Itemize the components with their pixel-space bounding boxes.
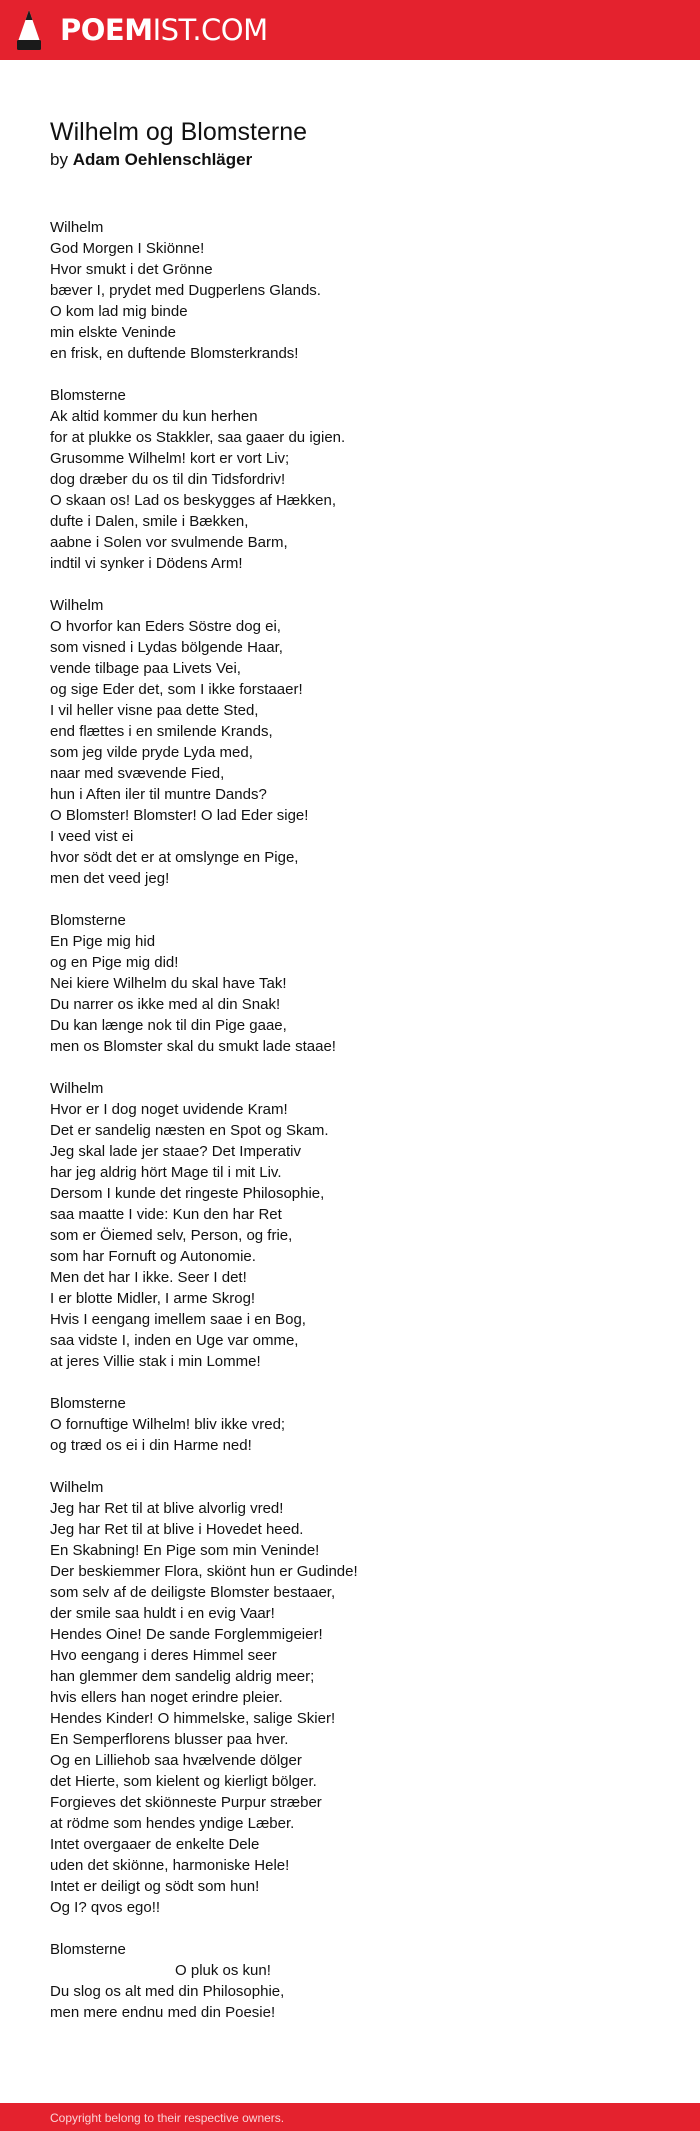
poem-line: min elskte Veninde xyxy=(50,324,176,341)
speaker-name: Wilhelm xyxy=(50,1479,104,1496)
poem-line: Hvor er I dog noget uvidende Kram! xyxy=(50,1101,288,1118)
poem-line: end flættes i en smilende Krands, xyxy=(50,723,273,740)
copyright-notice: Copyright belong to their respective owners. xyxy=(50,2111,285,2125)
poem-line: at jeres Villie stak i min Lomme! xyxy=(50,1353,261,1370)
poem-line: En Skabning! En Pige som min Veninde! xyxy=(50,1542,320,1559)
pencil-tip-icon xyxy=(14,9,44,51)
site-logo-text: POEMIST.COM xyxy=(60,13,268,47)
poem-line: hvor södt det er at omslynge en Pige, xyxy=(50,849,299,866)
poem-line: Men det har I ikke. Seer I det! xyxy=(50,1269,247,1286)
poem-line: indtil vi synker i Dödens Arm! xyxy=(50,555,243,572)
poem-line: Hvor smukt i det Grönne xyxy=(50,261,213,278)
poem-stanza xyxy=(50,1078,670,1372)
poem-line: Jeg har Ret til at blive i Hovedet heed. xyxy=(50,1521,304,1538)
poem-line: der smile saa huldt i en evig Vaar! xyxy=(50,1605,275,1622)
poem-line: saa maatte I vide: Kun den har Ret xyxy=(50,1206,282,1223)
poem-line: O fornuftige Wilhelm! bliv ikke vred; xyxy=(50,1416,286,1433)
poem-line: naar med svævende Fied, xyxy=(50,765,225,782)
poem-line: som er Öiemed selv, Person, og frie, xyxy=(50,1227,293,1244)
poem-line: Du slog os alt med din Philosophie, xyxy=(50,1983,285,2000)
poem-line: saa vidste I, inden en Uge var omme, xyxy=(50,1332,299,1349)
poem-stanza xyxy=(50,217,670,364)
poem-line: som jeg vilde pryde Lyda med, xyxy=(50,744,253,761)
poem-line: han glemmer dem sandelig aldrig meer; xyxy=(50,1668,315,1685)
site-logo-link[interactable] xyxy=(14,9,268,51)
poem-line: Jeg skal lade jer staae? Det Imperativ xyxy=(50,1143,301,1160)
by-label: by xyxy=(50,150,68,169)
poem-line: Hendes Kinder! O himmelske, salige Skier! xyxy=(50,1710,336,1727)
site-header xyxy=(0,0,700,60)
poem-line: Og en Lilliehob saa hvælvende dölger xyxy=(50,1752,302,1769)
poem-line: En Pige mig hid xyxy=(50,933,156,950)
poem-line: for at plukke os Stakkler, saa gaaer du igien. xyxy=(50,429,346,446)
speaker-name: Blomsterne xyxy=(50,387,126,404)
poem-line: I vil heller visne paa dette Sted, xyxy=(50,702,259,719)
poem-line: O skaan os! Lad os beskygges af Hækken, xyxy=(50,492,336,509)
poem-line: Intet er deiligt og södt som hun! xyxy=(50,1878,260,1895)
poem-line: hun i Aften iler til muntre Dands? xyxy=(50,786,267,803)
poem-body xyxy=(50,217,670,2023)
poem-line: som selv af de deiligste Blomster bestaaer, xyxy=(50,1584,336,1601)
poem-stanza xyxy=(50,1477,670,1918)
poem-line: Forgieves det skiönneste Purpur stræber xyxy=(50,1794,322,1811)
speaker-name: Blomsterne xyxy=(50,912,126,929)
poem-container xyxy=(50,117,670,2044)
poem-stanza xyxy=(50,595,670,889)
poem-line: O hvorfor kan Eders Söstre dog ei, xyxy=(50,618,281,635)
poem-line: men os Blomster skal du smukt lade staae! xyxy=(50,1038,336,1055)
poem-line: en frisk, en duftende Blomsterkrands! xyxy=(50,345,299,362)
poem-line: Hvis I eengang imellem saae i en Bog, xyxy=(50,1311,306,1328)
poem-line: som visned i Lydas bölgende Haar, xyxy=(50,639,283,656)
site-footer xyxy=(0,2103,700,2131)
poem-line: og en Pige mig did! xyxy=(50,954,179,971)
poem-line: Grusomme Wilhelm! kort er vort Liv; xyxy=(50,450,290,467)
speaker-name: Blomsterne xyxy=(50,1941,126,1958)
poem-line: Intet overgaaer de enkelte Dele xyxy=(50,1836,260,1853)
poem-line: dog dræber du os til din Tidsfordriv! xyxy=(50,471,286,488)
poem-line: God Morgen I Skiönne! xyxy=(50,240,205,257)
poem-line: O Blomster! Blomster! O lad Eder sige! xyxy=(50,807,309,824)
poem-line: Hvo eengang i deres Himmel seer xyxy=(50,1647,277,1664)
poem-stanza xyxy=(50,1939,670,2023)
poem-line: I er blotte Midler, I arme Skrog! xyxy=(50,1290,256,1307)
poem-line: dufte i Dalen, smile i Bækken, xyxy=(50,513,249,530)
speaker-name: Wilhelm xyxy=(50,219,104,236)
speaker-name: Wilhelm xyxy=(50,597,104,614)
poem-stanza xyxy=(50,910,670,1057)
poem-line: aabne i Solen vor svulmende Barm, xyxy=(50,534,288,551)
poem-stanza xyxy=(50,385,670,574)
poem-line: Dersom I kunde det ringeste Philosophie, xyxy=(50,1185,325,1202)
poem-line: som har Fornuft og Autonomie. xyxy=(50,1248,256,1265)
poem-line: En Semperflorens blusser paa hver. xyxy=(50,1731,289,1748)
poem-line: Det er sandelig næsten en Spot og Skam. xyxy=(50,1122,329,1139)
poem-line: Hendes Oine! De sande Forglemmigeier! xyxy=(50,1626,323,1643)
poem-line: og træd os ei i din Harme ned! xyxy=(50,1437,252,1454)
poem-line: O kom lad mig binde xyxy=(50,303,188,320)
poem-byline xyxy=(50,149,670,171)
poem-line: vende tilbage paa Livets Vei, xyxy=(50,660,241,677)
poem-author: Adam Oehlenschläger xyxy=(72,150,253,169)
poem-line: Du kan længe nok til din Pige gaae, xyxy=(50,1017,287,1034)
poem-line: uden det skiönne, harmoniske Hele! xyxy=(50,1857,290,1874)
poem-line: Nei kiere Wilhelm du skal have Tak! xyxy=(50,975,287,992)
speaker-name: Wilhelm xyxy=(50,1080,104,1097)
poem-line: og sige Eder det, som I ikke forstaaer! xyxy=(50,681,303,698)
poem-line: at rödme som hendes yndige Læber. xyxy=(50,1815,295,1832)
poem-line: hvis ellers han noget erindre pleier. xyxy=(50,1689,283,1706)
poem-line: det Hierte, som kielent og kierligt bölger. xyxy=(50,1773,317,1790)
poem-line: Ak altid kommer du kun herhen xyxy=(50,408,258,425)
poem-line: Og I? qvos ego!! xyxy=(50,1899,161,1916)
poem-line: I veed vist ei xyxy=(50,828,134,845)
poem-line: Der beskiemmer Flora, skiönt hun er Gudinde! xyxy=(50,1563,358,1580)
poem-line: Du narrer os ikke med al din Snak! xyxy=(50,996,281,1013)
poem-line: har jeg aldrig hört Mage til i mit Liv. xyxy=(50,1164,282,1181)
poem-line: men det veed jeg! xyxy=(50,870,170,887)
poem-line: bæver I, prydet med Dugperlens Glands. xyxy=(50,282,321,299)
poem-stanza xyxy=(50,1393,670,1456)
poem-line: Jeg har Ret til at blive alvorlig vred! xyxy=(50,1500,284,1517)
poem-line: O pluk os kun! xyxy=(50,1962,271,1979)
speaker-name: Blomsterne xyxy=(50,1395,126,1412)
poem-title: Wilhelm og Blomsterne xyxy=(50,118,308,146)
poem-line: men mere endnu med din Poesie! xyxy=(50,2004,276,2021)
